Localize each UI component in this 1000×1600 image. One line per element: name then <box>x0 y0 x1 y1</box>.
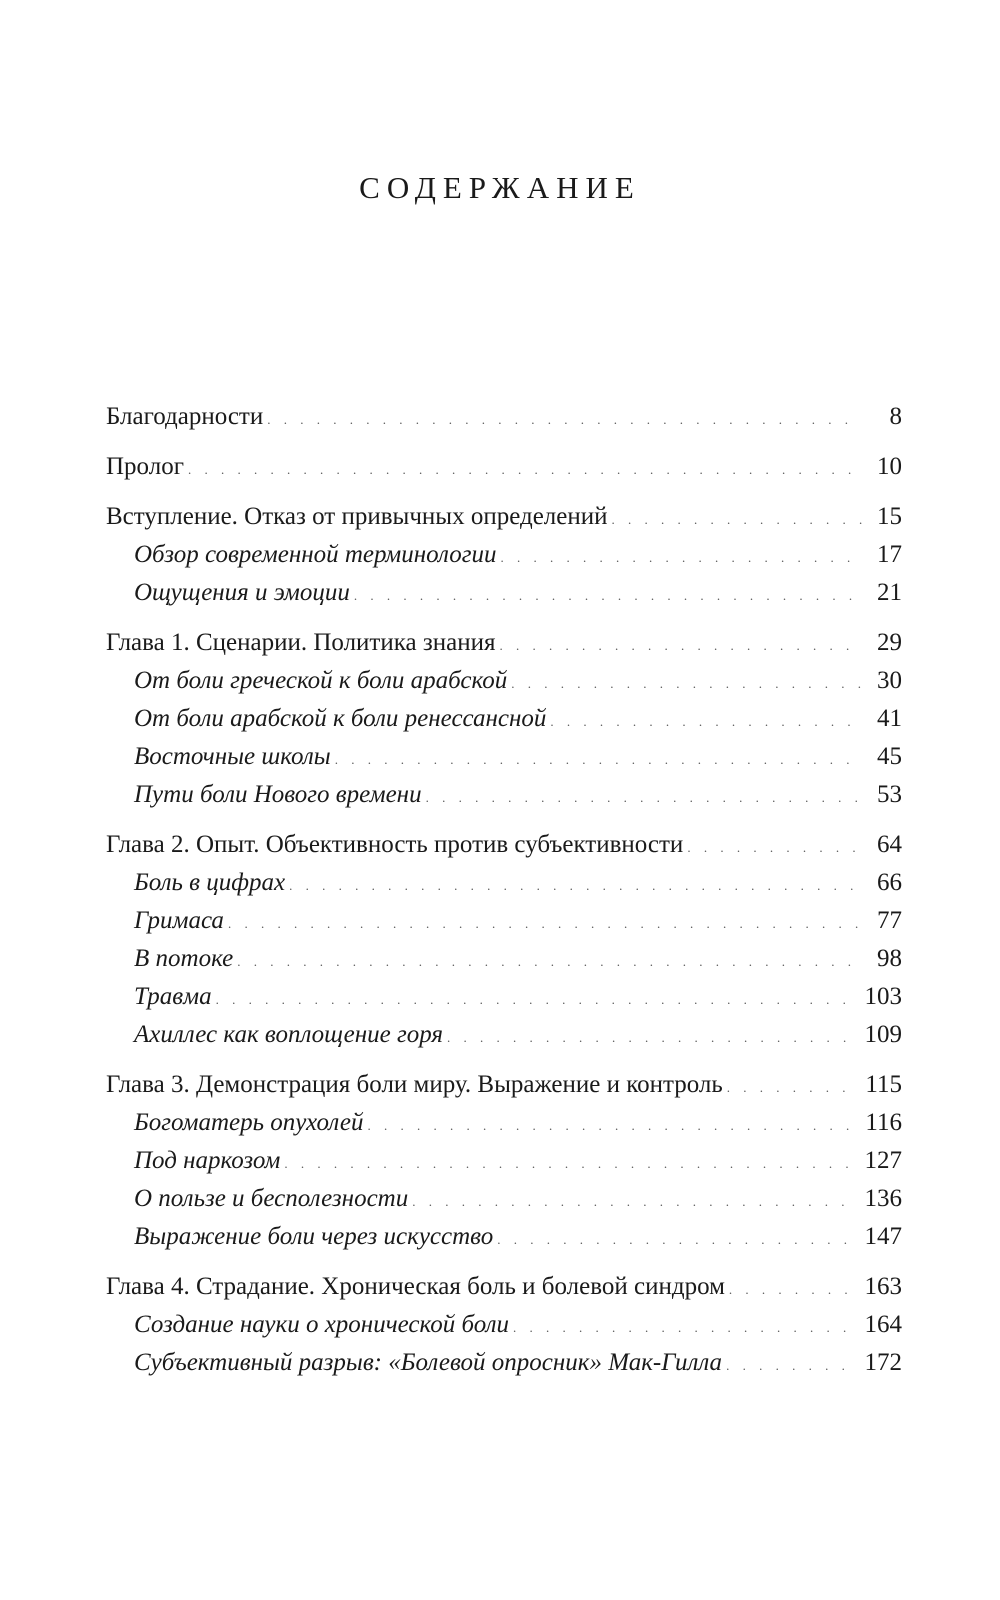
dot-leader <box>237 943 862 981</box>
toc-group <box>106 1066 902 1256</box>
toc-chapter-entry[interactable] <box>106 448 902 486</box>
toc-entry-title: В потоке <box>134 945 234 972</box>
page-title: СОДЕРЖАНИЕ <box>359 170 641 205</box>
toc-entry-title: Пролог <box>106 453 184 480</box>
toc-page-number: 116 <box>865 1109 902 1136</box>
dot-leader <box>368 1107 856 1145</box>
toc-chapter-entry[interactable] <box>106 826 902 864</box>
toc-page-number: 172 <box>864 1349 902 1376</box>
toc-page-number: 77 <box>877 907 902 934</box>
dot-leader <box>726 1347 854 1385</box>
toc-entry-title: Глава 1. Сценарии. Политика знания <box>106 629 496 656</box>
toc-chapter-entry[interactable] <box>106 398 902 436</box>
dot-leader <box>426 779 862 817</box>
toc-page-number: 41 <box>877 705 902 732</box>
toc-group <box>106 498 902 612</box>
toc-page-number: 8 <box>889 403 902 430</box>
toc-page-number: 163 <box>864 1273 902 1300</box>
toc-chapter-entry[interactable] <box>106 498 902 536</box>
toc-page-number: 10 <box>877 453 902 480</box>
dot-leader <box>500 539 862 577</box>
toc-section-entry[interactable] <box>106 864 902 902</box>
toc-chapter-entry[interactable] <box>106 624 902 662</box>
table-of-contents <box>106 398 902 1394</box>
toc-page-number: 17 <box>877 541 902 568</box>
toc-section-entry[interactable] <box>106 662 902 700</box>
dot-leader <box>412 1183 854 1221</box>
toc-entry-title: От боли греческой к боли арабской <box>134 667 508 694</box>
dot-leader <box>729 1271 855 1309</box>
toc-page-number: 136 <box>864 1185 902 1212</box>
toc-entry-title: Восточные школы <box>134 743 331 770</box>
toc-entry-title: Создание науки о хронической боли <box>134 1311 509 1338</box>
toc-group <box>106 398 902 436</box>
toc-section-entry[interactable] <box>106 574 902 612</box>
toc-group <box>106 448 902 486</box>
dot-leader <box>612 501 862 539</box>
toc-page-number: 53 <box>877 781 902 808</box>
toc-section-entry[interactable] <box>106 536 902 574</box>
toc-section-entry[interactable] <box>106 1180 902 1218</box>
toc-chapter-entry[interactable] <box>106 1268 902 1306</box>
dot-leader <box>354 577 862 615</box>
toc-page-number: 30 <box>877 667 902 694</box>
toc-entry-title: Пути боли Нового времени <box>134 781 422 808</box>
dot-leader <box>216 981 855 1019</box>
toc-section-entry[interactable] <box>106 940 902 978</box>
toc-entry-title: Субъективный разрыв: «Болевой опросник» Мак-Гилла <box>134 1349 723 1376</box>
toc-page-number: 103 <box>864 983 902 1010</box>
toc-entry-title: Богоматерь опухолей <box>134 1109 364 1136</box>
toc-entry-title: Благодарности <box>106 403 264 430</box>
toc-entry-title: Выражение боли через искусство <box>134 1223 494 1250</box>
toc-section-entry[interactable] <box>106 700 902 738</box>
toc-page-number: 147 <box>864 1223 902 1250</box>
toc-section-entry[interactable] <box>106 1218 902 1256</box>
toc-section-entry[interactable] <box>106 776 902 814</box>
toc-section-entry[interactable] <box>106 1016 902 1054</box>
dot-leader <box>687 829 862 867</box>
toc-section-entry[interactable] <box>106 1104 902 1142</box>
dot-leader <box>550 703 862 741</box>
toc-section-entry[interactable] <box>106 1142 902 1180</box>
toc-entry-title: Ахиллес как воплощение горя <box>134 1021 444 1048</box>
toc-entry-title: Глава 3. Демонстрация боли миру. Выражение и контроль <box>106 1071 723 1098</box>
toc-entry-title: Обзор современной терминологии <box>134 541 497 568</box>
toc-page-number: 15 <box>877 503 902 530</box>
toc-entry-title: Под наркозом <box>134 1147 281 1174</box>
toc-entry-title: Гримаса <box>134 907 224 934</box>
dot-leader <box>511 665 862 703</box>
toc-page-number: 127 <box>864 1147 902 1174</box>
dot-leader <box>289 867 862 905</box>
toc-section-entry[interactable] <box>106 1306 902 1344</box>
toc-section-entry[interactable] <box>106 978 902 1016</box>
toc-group <box>106 826 902 1054</box>
toc-section-entry[interactable] <box>106 902 902 940</box>
toc-page-number: 45 <box>877 743 902 770</box>
toc-entry-title: Глава 2. Опыт. Объективность против субъективности <box>106 831 684 858</box>
dot-leader <box>335 741 862 779</box>
toc-page-number: 98 <box>877 945 902 972</box>
toc-page-number: 29 <box>877 629 902 656</box>
toc-entry-title: Ощущения и эмоции <box>134 579 350 606</box>
dot-leader <box>513 1309 855 1347</box>
toc-entry-title: Боль в цифрах <box>134 869 286 896</box>
dot-leader <box>499 627 862 665</box>
toc-group <box>106 624 902 814</box>
toc-page-number: 21 <box>877 579 902 606</box>
toc-group <box>106 1268 902 1382</box>
dot-leader <box>727 1069 856 1107</box>
toc-chapter-entry[interactable] <box>106 1066 902 1104</box>
dot-leader <box>228 905 862 943</box>
toc-entry-title: Травма <box>134 983 212 1010</box>
dot-leader <box>284 1145 854 1183</box>
dot-leader <box>447 1019 854 1057</box>
toc-page-number: 64 <box>877 831 902 858</box>
toc-entry-title: Глава 4. Страдание. Хроническая боль и болевой синдром <box>106 1273 725 1300</box>
toc-page-number: 115 <box>865 1071 902 1098</box>
toc-entry-title: О пользе и бесполезности <box>134 1185 409 1212</box>
toc-entry-title: От боли арабской к боли ренессансной <box>134 705 547 732</box>
toc-entry-title: Вступление. Отказ от привычных определений <box>106 503 608 530</box>
dot-leader <box>267 401 862 439</box>
toc-page-number: 109 <box>864 1021 902 1048</box>
toc-page-number: 164 <box>864 1311 902 1338</box>
dot-leader <box>497 1221 854 1259</box>
toc-page-number: 66 <box>877 869 902 896</box>
toc-section-entry[interactable] <box>106 1344 902 1382</box>
toc-section-entry[interactable] <box>106 738 902 776</box>
dot-leader <box>188 451 862 489</box>
